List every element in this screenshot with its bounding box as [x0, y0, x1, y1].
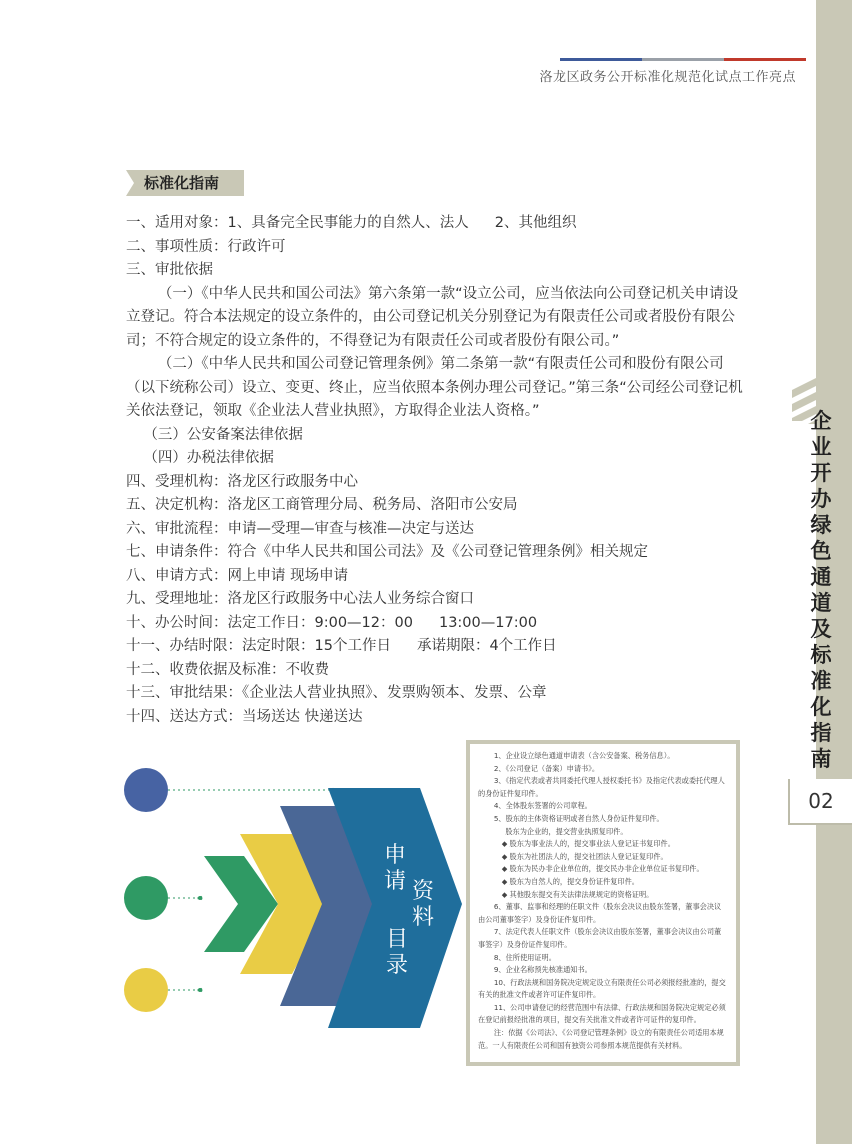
guide-item-9: 九、受理地址：洛龙区行政服务中心法人业务综合窗口 [126, 591, 474, 607]
guide-item-1 [126, 212, 746, 236]
guide-item-10 [126, 612, 746, 636]
material-item: 4、全体股东签署的公司章程。 [493, 801, 592, 811]
material-item: 1、企业设立绿色通道申请表（含公安备案、税务信息）。 [493, 751, 675, 760]
material-item: 9、企业名称预先核准通知书。 [493, 965, 592, 975]
guide-item-2: 二、事项性质：行政许可 [126, 238, 286, 255]
material-item: 5、股东的主体资格证明或者自然人身份证件复印件。 [493, 813, 664, 823]
guide-item-11 [126, 635, 746, 659]
materials-infographic [120, 744, 470, 1094]
material-item: 2、《公司登记（备案）申请书》。 [493, 763, 600, 773]
material-item: 10、行政法规和国务院决定规定设立有限责任公司必须报经批准的，提交有关的批准文件或者许可证件复印件。 [478, 977, 726, 1000]
guide-basis-1: （一）《中华人民共和国公司法》第六条第一款“设立公司，应当依法向公司登记机关申请设立登记。符合本法规定的设立条件的，由公司登记机关分别登记为有限责任公司或者股份有限公司；不符合规定的设立条件的，不得登记为有限责任公司或者股份有限公司。” [126, 285, 739, 349]
guide-basis-4: （四）办税法律依据 [143, 450, 274, 466]
guide-item-10-extra: 13:00—17:00 [438, 614, 538, 631]
material-item: 7、法定代表人任职文件（股东会决议由股东签署，董事会决议由公司董事签字）及身份证件复印件。 [478, 927, 722, 949]
guide-item-3: 三、审批依据 [126, 262, 213, 278]
guide-item-5: 五、决定机构：洛龙区工商管理分局、税务局、洛阳市公安局 [126, 497, 518, 513]
guide-item-10-text: 十、办公时间：法定工作日：9:00—12：00 [126, 614, 413, 631]
guide-item-8: 八、申请方式：网上申请 现场申请 [126, 567, 349, 584]
arrow-label-char-4: 料 [412, 905, 435, 930]
material-item: 11、公司申请登记的经营范围中有法律、行政法规和国务院决定规定必须在登记前报经批准的项目，提交有关批准文件或者许可证件的复印件。 [478, 1002, 726, 1025]
arrow-label-char-5: 目 [386, 927, 409, 952]
guide-item-11-extra: 承诺期限：4个工作日 [416, 638, 557, 654]
arrow-label-char-1: 申 [384, 843, 407, 868]
guide-item-1-text: 一、适用对象：1、具备完全民事能力的自然人、法人 [126, 215, 469, 231]
materials-list-box [466, 740, 740, 1066]
guide-item-6: 六、审批流程：申请—受理—审查与核准—决定与送达 [126, 520, 474, 537]
guide-item-11-text: 十一、办结时限：法定时限：15个工作日 [126, 638, 391, 654]
guide-item-12: 十二、收费依据及标准：不收费 [126, 661, 329, 678]
material-item: 3、《指定代表或者共同委托代理人授权委托书》及指定代表或委托代理人的身份证件复印件。 [478, 776, 725, 798]
guide-basis-2: （二）《中华人民共和国公司登记管理条例》第二条第一款“有限责任公司和股份有限公司（以下统称公司）设立、变更、终止，应当依照本条例办理公司登记。”第三条“公司经公司登记机关依法登记，领取《企业法人营业执照》，方取得企业法人资格。” [126, 356, 743, 419]
header-title: 洛龙区政务公开标准化规范化试点工作亮点 [539, 70, 796, 85]
guide-item-4: 四、受理机构：洛龙区行政服务中心 [126, 473, 358, 490]
arrow-label-char-6: 录 [386, 953, 409, 978]
material-item: 8、住所使用证明。 [493, 952, 556, 962]
section-heading: 标准化指南 [126, 170, 244, 196]
guide-item-13: 十三、审批结果：《企业法人营业执照》、发票购领本、发票、公章 [126, 685, 547, 701]
page-number: 02 [808, 789, 834, 813]
guide-item-7: 七、申请条件：符合《中华人民共和国公司法》及《公司登记管理条例》相关规定 [126, 544, 648, 560]
material-item: 6、董事、监事和经理的任职文件（股东会决议由股东签署，董事会决议由公司董事签字）及身份证件复印件。 [478, 902, 722, 924]
material-item: ◆ 股东为社团法人的，提交社团法人登记证复印件。 [501, 851, 668, 861]
guide-content [126, 212, 746, 729]
material-note: 注：依据《公司法》、《公司登记管理条例》设立的有限责任公司适用本规范。一人有限责任公司和国有独资公司参照本规范提供有关材料。 [478, 1028, 724, 1050]
material-item: ◆ 股东为民办非企业单位的，提交民办非企业单位证书复印件。 [501, 864, 704, 874]
material-item: ◆ 其他股东提交有关法律法规规定的资格证明。 [501, 889, 654, 899]
arrow-label-char-2: 请 [384, 869, 407, 894]
guide-item-1-extra: 2、其他组织 [494, 215, 577, 231]
arrow-label-char-3: 资 [412, 879, 435, 904]
chevron-arrows [120, 744, 470, 1094]
guide-basis-3: （三）公安备案法律依据 [143, 426, 303, 443]
material-item: ◆ 股东为事业法人的，提交事业法人登记证书复印件。 [501, 839, 675, 849]
page-number-box [788, 779, 852, 825]
material-item: ◆ 股东为自然人的，提交身份证件复印件。 [501, 876, 639, 886]
side-vertical-title: 企业开办绿色通道及标准化指南 [810, 409, 832, 771]
material-item: 股东为企业的，提交营业执照复印件。 [505, 826, 628, 836]
guide-item-14: 十四、送达方式：当场送达 快递送达 [126, 708, 363, 725]
header-color-bar [560, 58, 806, 61]
